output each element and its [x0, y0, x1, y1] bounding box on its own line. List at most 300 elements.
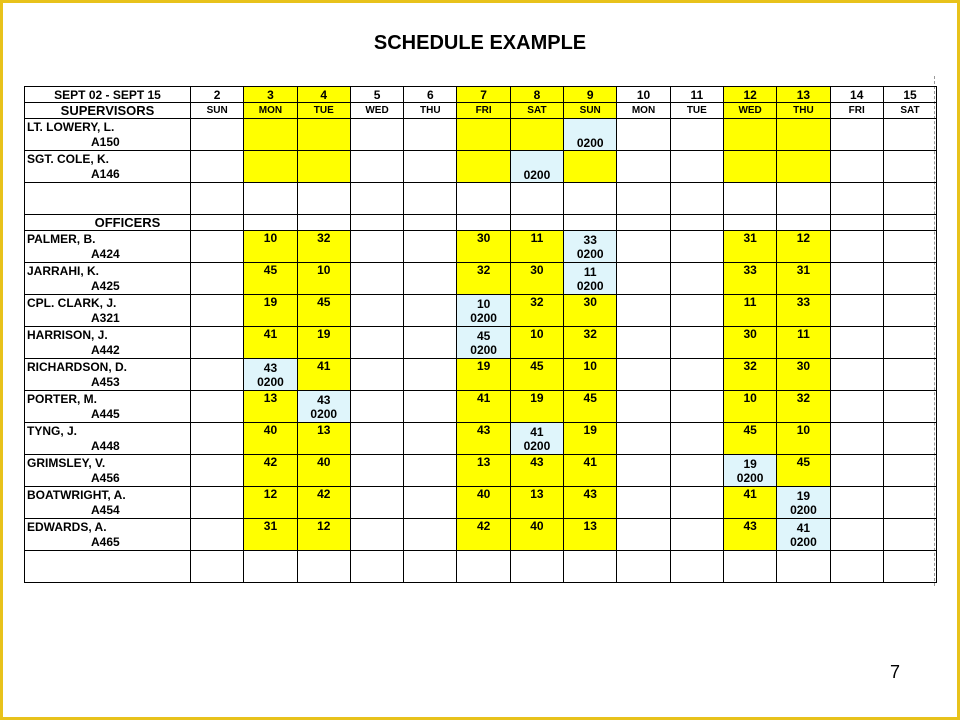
page-title: SCHEDULE EXAMPLE — [373, 32, 587, 54]
schedule-cell — [510, 359, 563, 391]
shift-number: 19 — [743, 456, 757, 471]
employee-cell — [25, 423, 191, 455]
schedule-cell — [297, 119, 350, 151]
schedule-cell — [617, 295, 670, 327]
schedule-cell — [883, 455, 936, 487]
schedule-cell — [777, 231, 830, 263]
schedule-cell — [244, 119, 297, 151]
schedule-cell — [883, 263, 936, 295]
schedule-cell — [617, 487, 670, 519]
spacer-row — [25, 183, 937, 215]
schedule-cell — [244, 151, 297, 183]
empty-cell — [883, 551, 936, 583]
schedule-cell — [244, 359, 297, 391]
header-dates-row — [25, 87, 937, 103]
shift-number: 31 — [796, 263, 811, 277]
shift-number: 13 — [317, 423, 331, 437]
date-header: 14 — [830, 87, 883, 103]
page-number: 7 — [890, 662, 901, 682]
schedule-cell — [510, 263, 563, 295]
schedule-cell — [404, 295, 457, 327]
shift-number: 12 — [263, 487, 278, 501]
schedule-cell — [191, 119, 244, 151]
schedule-cell — [723, 455, 776, 487]
schedule-cell — [883, 519, 936, 551]
empty-cell — [244, 183, 297, 215]
schedule-cell — [191, 295, 244, 327]
date-header: 13 — [777, 87, 830, 103]
shift-number: 43 — [317, 392, 331, 407]
schedule-cell — [244, 391, 297, 423]
schedule-cell — [191, 455, 244, 487]
date-header: 8 — [510, 87, 563, 103]
schedule-cell — [617, 455, 670, 487]
shift-number: 32 — [530, 295, 544, 309]
schedule-cell — [404, 263, 457, 295]
officer-row — [25, 391, 937, 423]
schedule-cell — [510, 231, 563, 263]
schedule-cell — [457, 119, 510, 151]
schedule-cell — [244, 519, 297, 551]
empty-cell — [564, 551, 617, 583]
schedule-cell — [830, 423, 883, 455]
empty-cell — [350, 215, 403, 231]
employee-cell — [25, 151, 191, 183]
schedule-cell — [510, 487, 563, 519]
schedule-cell — [723, 327, 776, 359]
employee-name: CPL. CLARK, J. — [27, 295, 117, 310]
schedule-cell — [297, 295, 350, 327]
shift-code: 0200 — [576, 278, 604, 293]
officer-row — [25, 519, 937, 551]
date-header: 11 — [670, 87, 723, 103]
shift-number: 40 — [476, 487, 491, 501]
schedule-cell — [297, 231, 350, 263]
date-header: 10 — [617, 87, 670, 103]
schedule-cell — [457, 423, 510, 455]
schedule-cell — [457, 359, 510, 391]
shift-number: 41 — [317, 359, 331, 373]
schedule-cell — [350, 359, 403, 391]
schedule-cell — [350, 519, 403, 551]
shift-number: 45 — [530, 359, 544, 373]
empty-cell — [617, 183, 670, 215]
shift-number: 32 — [583, 327, 597, 341]
shift-number: 45 — [476, 328, 491, 343]
schedule-cell — [404, 359, 457, 391]
schedule-cell — [564, 423, 617, 455]
schedule-cell — [777, 519, 830, 551]
schedule-cell — [564, 487, 617, 519]
schedule-cell — [830, 151, 883, 183]
empty-cell — [25, 551, 191, 583]
schedule-cell — [670, 519, 723, 551]
schedule-cell — [617, 151, 670, 183]
employee-name: HARRISON, J. — [27, 327, 108, 342]
shift-number: 40 — [530, 519, 544, 533]
day-header: SAT — [883, 103, 936, 119]
shift-number: 32 — [476, 263, 491, 277]
day-header: SAT — [510, 103, 563, 119]
supervisor-row — [25, 151, 937, 183]
empty-cell — [297, 183, 350, 215]
shift-number: 41 — [476, 391, 491, 405]
shift-number: 11 — [743, 295, 757, 309]
schedule-cell — [457, 151, 510, 183]
schedule-cell — [670, 487, 723, 519]
day-header: WED — [723, 103, 776, 119]
schedule-cell — [883, 359, 936, 391]
shift-number: 41 — [530, 424, 544, 439]
schedule-cell — [404, 487, 457, 519]
schedule-cell — [670, 423, 723, 455]
shift-number: 30 — [796, 359, 811, 373]
empty-cell — [404, 183, 457, 215]
schedule-cell — [564, 327, 617, 359]
shift-code: 0200 — [576, 136, 604, 150]
empty-cell — [25, 183, 191, 215]
schedule-cell — [830, 391, 883, 423]
employee-cell — [25, 487, 191, 519]
schedule-cell — [617, 327, 670, 359]
schedule-cell — [617, 359, 670, 391]
schedule-cell — [297, 487, 350, 519]
schedule-cell — [564, 119, 617, 151]
schedule-cell — [191, 327, 244, 359]
schedule-cell — [777, 359, 830, 391]
empty-cell — [191, 183, 244, 215]
day-header: FRI — [457, 103, 510, 119]
empty-cell — [457, 215, 510, 231]
schedule-cell — [244, 263, 297, 295]
schedule-cell — [244, 295, 297, 327]
employee-badge: A465 — [91, 534, 120, 549]
employee-badge: A453 — [91, 374, 120, 389]
empty-cell — [617, 215, 670, 231]
date-header: 9 — [564, 87, 617, 103]
officers-section-row — [25, 215, 937, 231]
empty-cell — [777, 551, 830, 583]
shift-number: 43 — [530, 455, 544, 469]
schedule-cell — [191, 487, 244, 519]
schedule-cell — [617, 263, 670, 295]
date-header: 6 — [404, 87, 457, 103]
officer-row — [25, 327, 937, 359]
employee-cell — [25, 455, 191, 487]
day-header: THU — [777, 103, 830, 119]
day-header: TUE — [670, 103, 723, 119]
schedule-cell — [830, 519, 883, 551]
empty-cell — [830, 551, 883, 583]
employee-cell — [25, 263, 191, 295]
schedule-cell — [723, 119, 776, 151]
schedule-cell — [670, 119, 723, 151]
schedule-cell — [244, 231, 297, 263]
supervisors-label: SUPERVISORS — [25, 103, 191, 119]
schedule-cell — [457, 327, 510, 359]
schedule-cell — [457, 263, 510, 295]
schedule-cell — [830, 295, 883, 327]
schedule-cell — [404, 119, 457, 151]
employee-name: TYNG, J. — [27, 423, 78, 438]
schedule-cell — [350, 455, 403, 487]
employee-badge: A146 — [91, 166, 120, 181]
shift-number: 45 — [583, 391, 597, 405]
date-range-label: SEPT 02 - SEPT 15 — [25, 87, 191, 103]
shift-number: 12 — [317, 519, 331, 533]
shift-number: 11 — [797, 327, 810, 341]
day-header: FRI — [830, 103, 883, 119]
empty-cell — [670, 183, 723, 215]
schedule-cell — [883, 231, 936, 263]
date-header: 5 — [350, 87, 403, 103]
schedule-cell — [404, 423, 457, 455]
schedule-cell — [244, 327, 297, 359]
schedule-cell — [670, 359, 723, 391]
schedule-cell — [830, 359, 883, 391]
shift-number: 19 — [476, 359, 491, 373]
date-header: 7 — [457, 87, 510, 103]
shift-number: 43 — [743, 519, 757, 533]
schedule-cell — [297, 519, 350, 551]
schedule-cell — [404, 519, 457, 551]
schedule-cell — [191, 263, 244, 295]
shift-code: 0200 — [470, 342, 497, 357]
schedule-cell — [191, 231, 244, 263]
schedule-cell — [723, 391, 776, 423]
shift-code: 0200 — [523, 438, 551, 453]
employee-name: LT. LOWERY, L. — [27, 119, 115, 134]
schedule-cell — [297, 359, 350, 391]
empty-cell — [297, 551, 350, 583]
day-header: TUE — [297, 103, 350, 119]
shift-number: 43 — [263, 360, 278, 375]
schedule-cell — [404, 151, 457, 183]
empty-cell — [564, 215, 617, 231]
schedule-cell — [297, 391, 350, 423]
employee-name: SGT. COLE, K. — [27, 151, 110, 166]
empty-cell — [670, 551, 723, 583]
day-header: THU — [404, 103, 457, 119]
shift-number: 40 — [263, 423, 278, 437]
empty-cell — [723, 215, 776, 231]
empty-cell — [350, 551, 403, 583]
shift-code: 0200 — [470, 310, 497, 325]
schedule-cell — [350, 327, 403, 359]
schedule-cell — [457, 391, 510, 423]
shift-number: 33 — [796, 295, 811, 309]
shift-number: 41 — [796, 520, 811, 535]
schedule-table — [24, 86, 937, 583]
schedule-cell — [564, 151, 617, 183]
schedule-cell — [564, 231, 617, 263]
shift-number: 19 — [796, 488, 811, 503]
shift-number: 40 — [317, 455, 331, 469]
schedule-cell — [723, 423, 776, 455]
shift-number: 10 — [583, 359, 597, 373]
schedule-cell — [883, 151, 936, 183]
schedule-cell — [564, 359, 617, 391]
employee-cell — [25, 327, 191, 359]
shift-number: 10 — [796, 423, 811, 437]
shift-number: 45 — [263, 263, 278, 277]
schedule-cell — [457, 519, 510, 551]
header-days-row — [25, 103, 937, 119]
schedule-cell — [777, 119, 830, 151]
shift-number: 19 — [530, 391, 544, 405]
schedule-cell — [564, 455, 617, 487]
schedule-cell — [564, 263, 617, 295]
schedule-cell — [777, 327, 830, 359]
shift-number: 11 — [583, 264, 597, 279]
schedule-cell — [297, 151, 350, 183]
schedule-cell — [297, 455, 350, 487]
schedule-cell — [510, 119, 563, 151]
spacer-row — [25, 551, 937, 583]
schedule-cell — [883, 295, 936, 327]
schedule-cell — [457, 487, 510, 519]
empty-cell — [777, 215, 830, 231]
schedule-cell — [350, 295, 403, 327]
shift-number: 30 — [743, 327, 757, 341]
schedule-cell — [617, 119, 670, 151]
empty-cell — [404, 551, 457, 583]
shift-number: 13 — [263, 391, 278, 405]
shift-number: 45 — [743, 423, 757, 437]
schedule-cell — [510, 423, 563, 455]
schedule-cell — [723, 231, 776, 263]
schedule-cell — [350, 151, 403, 183]
shift-number: 13 — [530, 487, 544, 501]
empty-cell — [883, 183, 936, 215]
shift-number: 30 — [476, 231, 491, 245]
empty-cell — [723, 183, 776, 215]
officer-row — [25, 295, 937, 327]
schedule-cell — [457, 455, 510, 487]
empty-cell — [191, 551, 244, 583]
day-header: SUN — [191, 103, 244, 119]
shift-number: 41 — [263, 327, 278, 341]
schedule-cell — [670, 455, 723, 487]
employee-name: JARRAHI, K. — [27, 263, 100, 278]
empty-cell — [244, 215, 297, 231]
schedule-cell — [617, 391, 670, 423]
employee-badge: A456 — [91, 470, 120, 485]
schedule-cell — [670, 327, 723, 359]
date-header: 3 — [244, 87, 297, 103]
shift-number: 33 — [583, 232, 597, 247]
schedule-cell — [883, 327, 936, 359]
schedule-cell — [350, 231, 403, 263]
schedule-cell — [457, 295, 510, 327]
schedule-cell — [777, 391, 830, 423]
schedule-cell — [830, 263, 883, 295]
employee-badge: A448 — [91, 438, 120, 453]
shift-number: 32 — [317, 231, 331, 245]
empty-cell — [404, 215, 457, 231]
schedule-cell — [297, 263, 350, 295]
schedule-cell — [723, 359, 776, 391]
officers-label: OFFICERS — [25, 215, 191, 231]
schedule-cell — [244, 487, 297, 519]
date-header: 15 — [883, 87, 936, 103]
schedule-cell — [350, 423, 403, 455]
schedule-cell — [670, 391, 723, 423]
date-header: 4 — [297, 87, 350, 103]
schedule-cell — [723, 487, 776, 519]
schedule-cell — [777, 423, 830, 455]
schedule-cell — [350, 391, 403, 423]
schedule-cell — [564, 519, 617, 551]
schedule-cell — [777, 487, 830, 519]
shift-code: 0200 — [257, 374, 284, 389]
schedule-cell — [350, 263, 403, 295]
schedule-cell — [191, 151, 244, 183]
schedule-cell — [350, 487, 403, 519]
employee-cell — [25, 391, 191, 423]
schedule-cell — [617, 423, 670, 455]
empty-cell — [297, 215, 350, 231]
shift-number: 41 — [743, 487, 757, 501]
schedule-cell — [564, 391, 617, 423]
schedule-cell — [723, 151, 776, 183]
shift-number: 30 — [583, 295, 597, 309]
schedule-cell — [883, 423, 936, 455]
schedule-cell — [244, 455, 297, 487]
schedule-cell — [191, 519, 244, 551]
empty-cell — [670, 215, 723, 231]
schedule-cell — [883, 119, 936, 151]
empty-cell — [510, 215, 563, 231]
schedule-cell — [191, 359, 244, 391]
officer-row — [25, 455, 937, 487]
schedule-cell — [510, 151, 563, 183]
officer-row — [25, 359, 937, 391]
empty-cell — [564, 183, 617, 215]
shift-number: 19 — [583, 423, 597, 437]
schedule-cell — [510, 519, 563, 551]
schedule-cell — [723, 519, 776, 551]
schedule-cell — [830, 231, 883, 263]
day-header: SUN — [564, 103, 617, 119]
shift-number: 10 — [476, 296, 491, 311]
officer-row — [25, 423, 937, 455]
empty-cell — [830, 215, 883, 231]
empty-cell — [510, 551, 563, 583]
shift-number: 33 — [743, 263, 757, 277]
day-header: MON — [244, 103, 297, 119]
shift-number: 31 — [743, 231, 757, 245]
schedule-cell — [564, 295, 617, 327]
shift-code: 0200 — [576, 246, 604, 261]
schedule-cell — [830, 487, 883, 519]
schedule-cell — [670, 263, 723, 295]
shift-number: 45 — [796, 455, 811, 469]
schedule-cell — [510, 327, 563, 359]
shift-number: 19 — [317, 327, 331, 341]
schedule-cell — [350, 119, 403, 151]
schedule-cell — [244, 423, 297, 455]
schedule-cell — [191, 423, 244, 455]
employee-badge: A424 — [91, 246, 120, 261]
schedule-cell — [777, 455, 830, 487]
empty-cell — [723, 551, 776, 583]
schedule-cell — [404, 455, 457, 487]
employee-cell — [25, 119, 191, 151]
schedule-cell — [830, 119, 883, 151]
shift-number: 41 — [583, 455, 597, 469]
employee-name: RICHARDSON, D. — [27, 359, 128, 374]
